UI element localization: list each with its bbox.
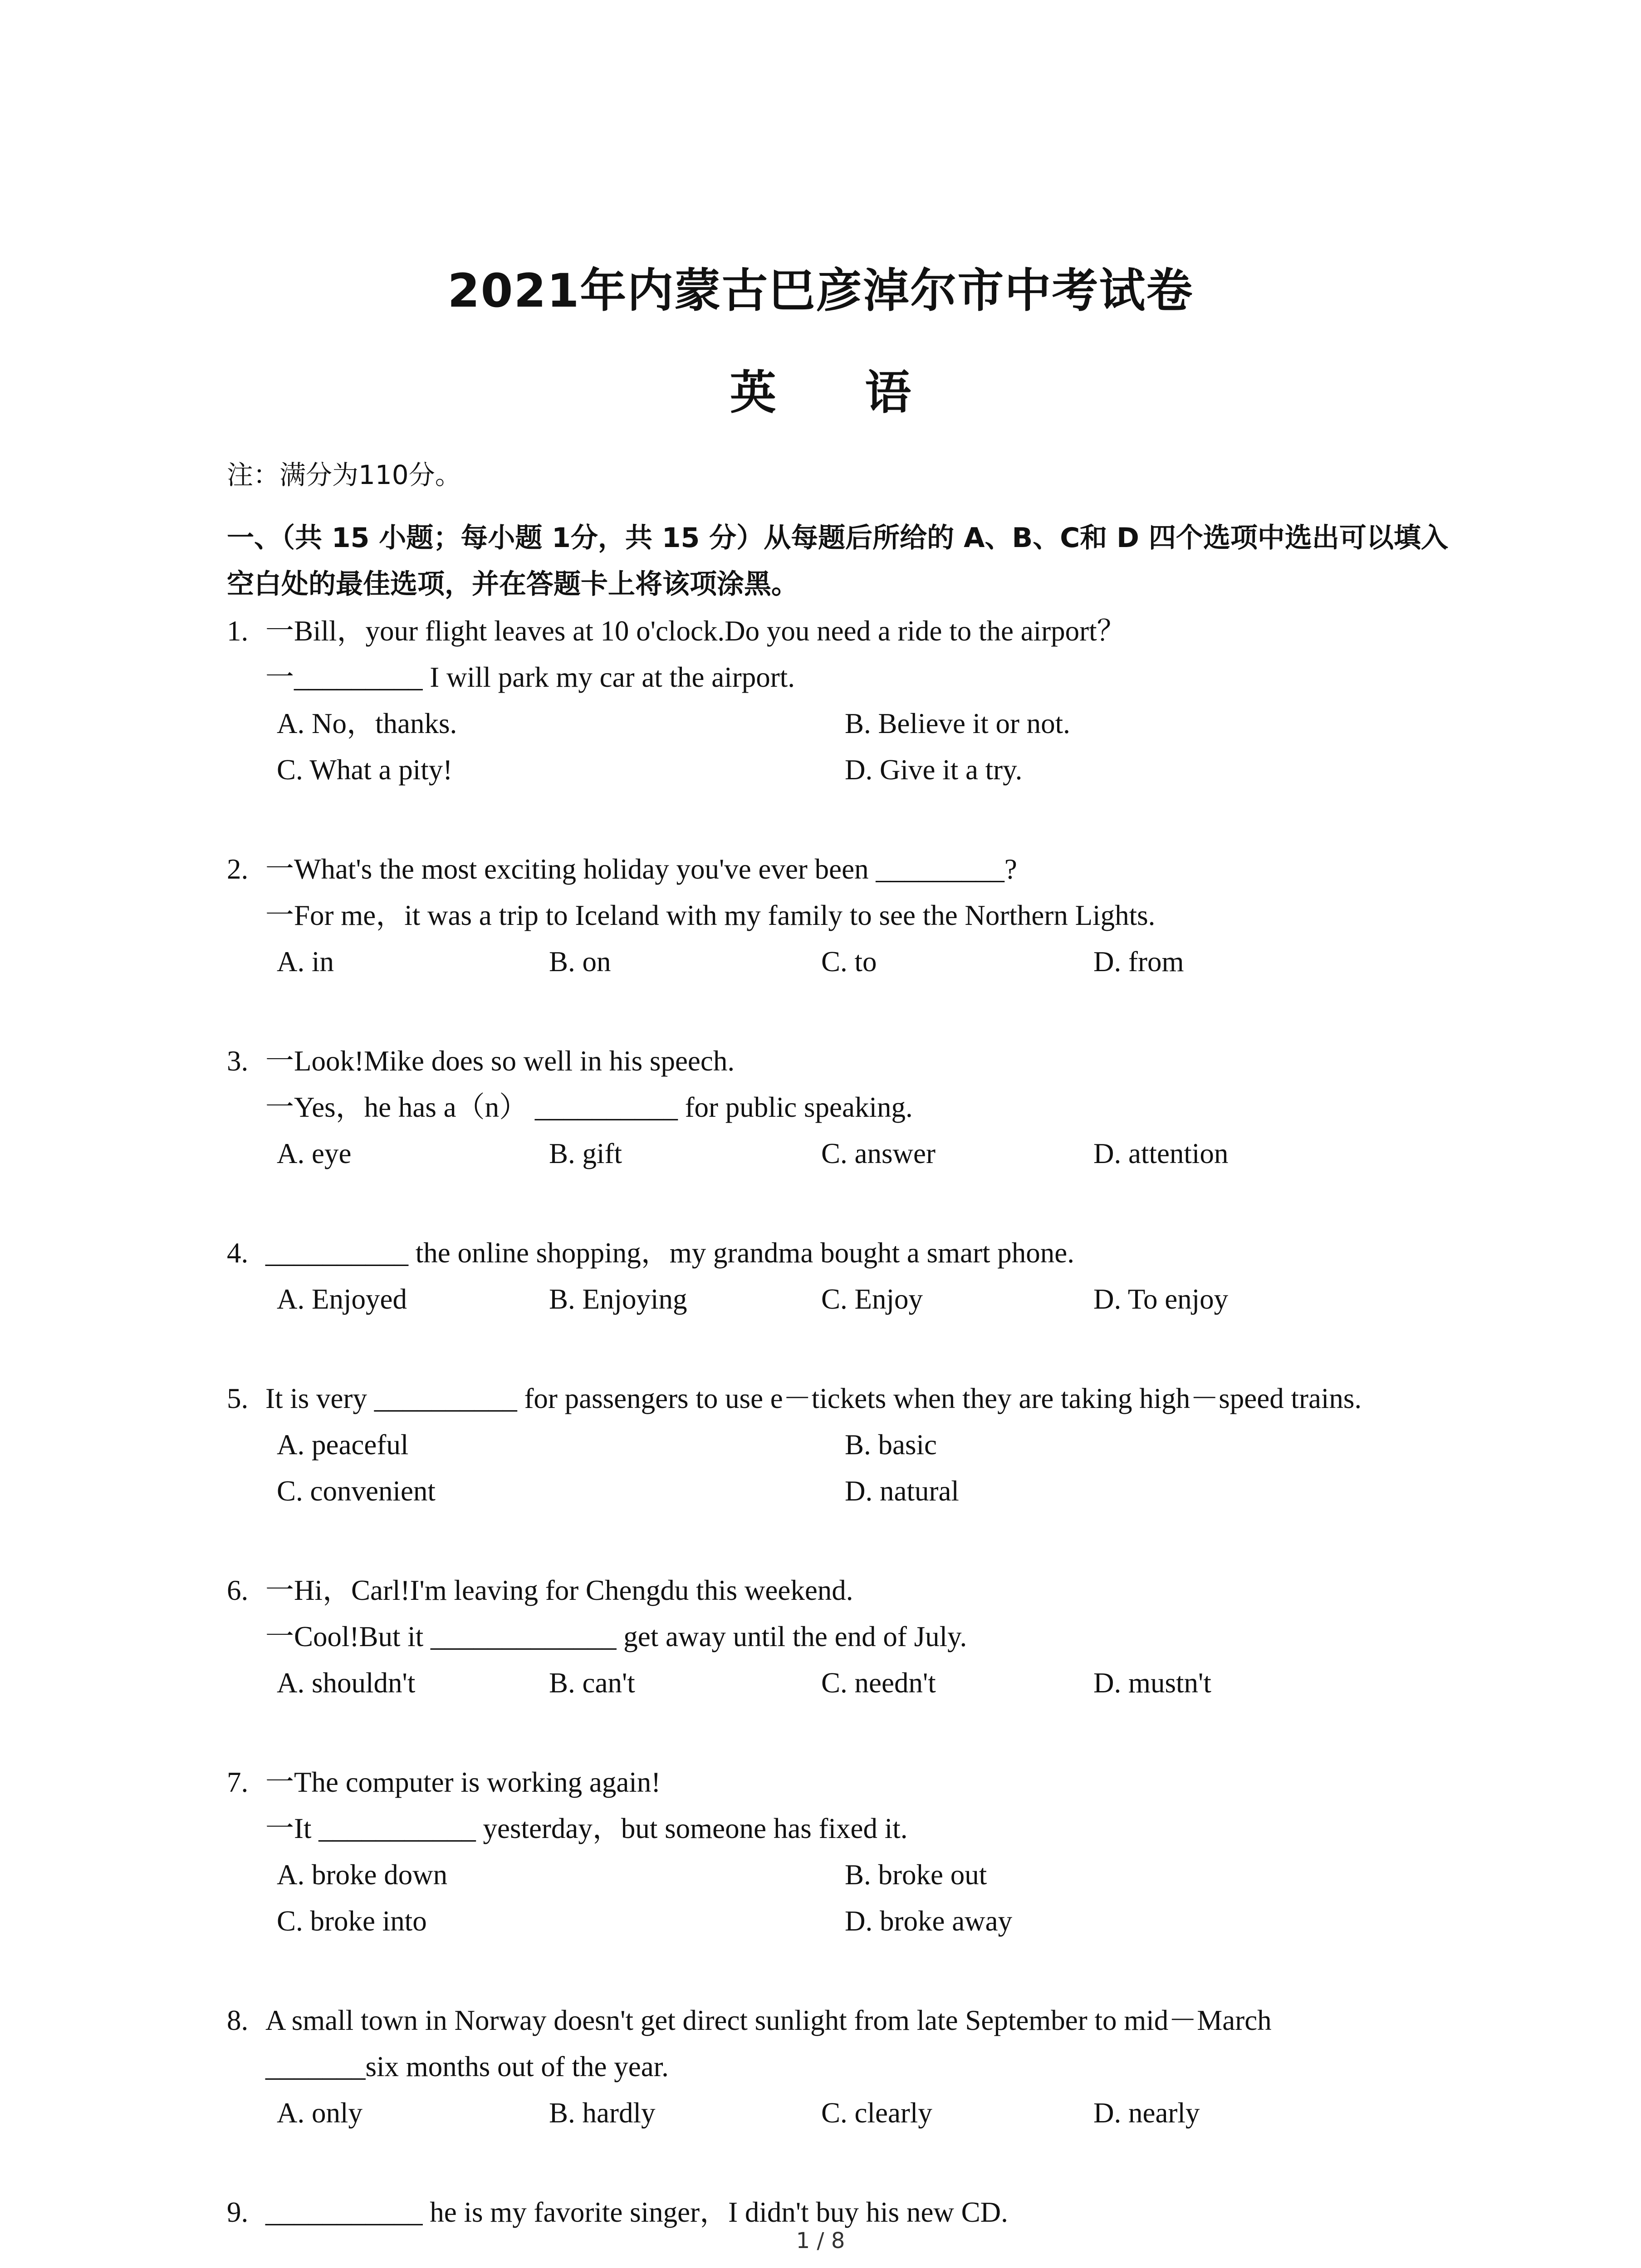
- answer-option: A. No，thanks.: [277, 708, 457, 739]
- question-text: 一Cool!But it _____________ get away until the end of July.: [265, 1621, 967, 1652]
- question-text: _______six months out of the year.: [265, 2051, 669, 2082]
- options-row: [227, 2090, 1461, 2136]
- question-list: [227, 608, 1461, 2268]
- answer-option: B. basic: [845, 1429, 937, 1461]
- question-text: 一It ___________ yesterday，but someone has fixed it.: [265, 1813, 908, 1844]
- question-number: 6.: [227, 1574, 249, 1606]
- options-row: [227, 1898, 1461, 1944]
- answer-option: D. nearly: [1093, 2097, 1200, 2129]
- answer-option: A. shouldn't: [277, 1667, 416, 1699]
- question-line: [227, 892, 1461, 938]
- answer-option: D. attention: [1093, 1138, 1229, 1169]
- question-text: __________ the online shopping，my grandma bought a smart phone.: [265, 1237, 1075, 1269]
- question-number: 5.: [227, 1383, 249, 1414]
- exam-subject: 英 语: [730, 366, 948, 420]
- question-number: 4.: [227, 1237, 249, 1269]
- question-number: 3.: [227, 1045, 249, 1077]
- options-row: [227, 1130, 1461, 1177]
- answer-option: C. clearly: [821, 2097, 932, 2129]
- question-line: [227, 608, 1461, 654]
- answer-option: B. hardly: [549, 2097, 656, 2129]
- question-text: 一For me，it was a trip to Iceland with my family to see the Northern Lights.: [265, 899, 1156, 931]
- question-line: [227, 1038, 1461, 1084]
- question-line: [227, 1613, 1461, 1660]
- question-text: ___________ he is my favorite singer，I didn't buy his new CD.: [265, 2196, 1008, 2228]
- answer-option: B. gift: [549, 1138, 622, 1169]
- answer-option: C. broke into: [277, 1905, 427, 1937]
- options-row: [227, 1852, 1461, 1898]
- options-row: [227, 700, 1461, 747]
- answer-option: A. Enjoyed: [277, 1283, 407, 1315]
- question-text: It is very __________ for passengers to use e－tickets when they are taking high－speed trains.: [265, 1383, 1362, 1414]
- answer-option: C. needn't: [821, 1667, 936, 1699]
- question-text: 一_________ I will park my car at the airport.: [265, 661, 795, 693]
- question-text: 一Yes，he has a（n） __________ for public speaking.: [265, 1091, 913, 1123]
- answer-option: C. to: [821, 946, 877, 978]
- question-item: [227, 1230, 1461, 1322]
- options-row: [227, 1276, 1461, 1322]
- question-number: 2.: [227, 853, 249, 885]
- options-row: [227, 938, 1461, 985]
- question-line: [227, 1997, 1461, 2043]
- answer-option: B. Believe it or not.: [845, 708, 1070, 739]
- question-number: 9.: [227, 2196, 249, 2228]
- question-text: 一Hi，Carl!I'm leaving for Chengdu this weekend.: [265, 1574, 853, 1606]
- question-item: [227, 1567, 1461, 1706]
- answer-option: C. Enjoy: [821, 1283, 923, 1315]
- question-line: [227, 1759, 1461, 1805]
- question-number: 8.: [227, 2004, 249, 2036]
- question-text: 一The computer is working again!: [265, 1766, 661, 1798]
- question-line: [227, 1375, 1461, 1422]
- exam-title: 2021年内蒙古巴彦淖尔市中考试卷: [447, 264, 1194, 318]
- question-line: [227, 1805, 1461, 1852]
- options-row: [227, 1468, 1461, 1514]
- question-line: [227, 846, 1461, 892]
- answer-option: B. can't: [549, 1667, 635, 1699]
- question-line: [227, 2043, 1461, 2090]
- answer-option: D. from: [1093, 946, 1184, 978]
- page-number: 1 / 8: [796, 2228, 845, 2253]
- question-line: [227, 654, 1461, 700]
- answer-option: A. broke down: [277, 1859, 448, 1891]
- answer-option: D. To enjoy: [1093, 1283, 1229, 1315]
- question-item: [227, 1997, 1461, 2136]
- answer-option: D. mustn't: [1093, 1667, 1211, 1699]
- question-text: A small town in Norway doesn't get direct sunlight from late September to mid－March: [265, 2004, 1272, 2036]
- question-item: [227, 1759, 1461, 1944]
- answer-option: A. peaceful: [277, 1429, 409, 1461]
- question-line: [227, 1567, 1461, 1613]
- answer-option: B. on: [549, 946, 611, 978]
- question-text: 一Look!Mike does so well in his speech.: [265, 1045, 735, 1077]
- answer-option: D. natural: [845, 1475, 959, 1507]
- section-instructions: 一、（共 15 小题；每小题 1分，共 15 分）从每题后所给的 A、B、C和 D 四个选项中选出可以填入空白处的最佳选项，并在答题卡上将该项涂黑。: [227, 522, 1448, 600]
- answer-option: A. eye: [277, 1138, 352, 1169]
- question-item: [227, 1375, 1461, 1514]
- answer-option: B. broke out: [845, 1859, 987, 1891]
- question-number: 7.: [227, 1766, 249, 1798]
- question-line: [227, 1230, 1461, 1276]
- question-item: [227, 846, 1461, 985]
- answer-option: D. broke away: [845, 1905, 1013, 1937]
- answer-option: B. Enjoying: [549, 1283, 687, 1315]
- answer-option: C. What a pity!: [277, 754, 453, 786]
- answer-option: D. Give it a try.: [845, 754, 1023, 786]
- question-text: 一What's the most exciting holiday you've ever been _________?: [265, 853, 1017, 885]
- options-row: [227, 1422, 1461, 1468]
- question-number: 1.: [227, 615, 249, 647]
- question-text: 一Bill，your flight leaves at 10 o'clock.Do you need a ride to the airport？: [265, 615, 1126, 647]
- score-note: 注：满分为110分。: [227, 459, 461, 490]
- question-item: [227, 608, 1461, 793]
- question-line: [227, 1084, 1461, 1130]
- question-item: [227, 1038, 1461, 1177]
- answer-option: A. only: [277, 2097, 362, 2129]
- options-row: [227, 1660, 1461, 1706]
- answer-option: A. in: [277, 946, 334, 978]
- options-row: [227, 747, 1461, 793]
- answer-option: C. convenient: [277, 1475, 436, 1507]
- answer-option: C. answer: [821, 1138, 936, 1169]
